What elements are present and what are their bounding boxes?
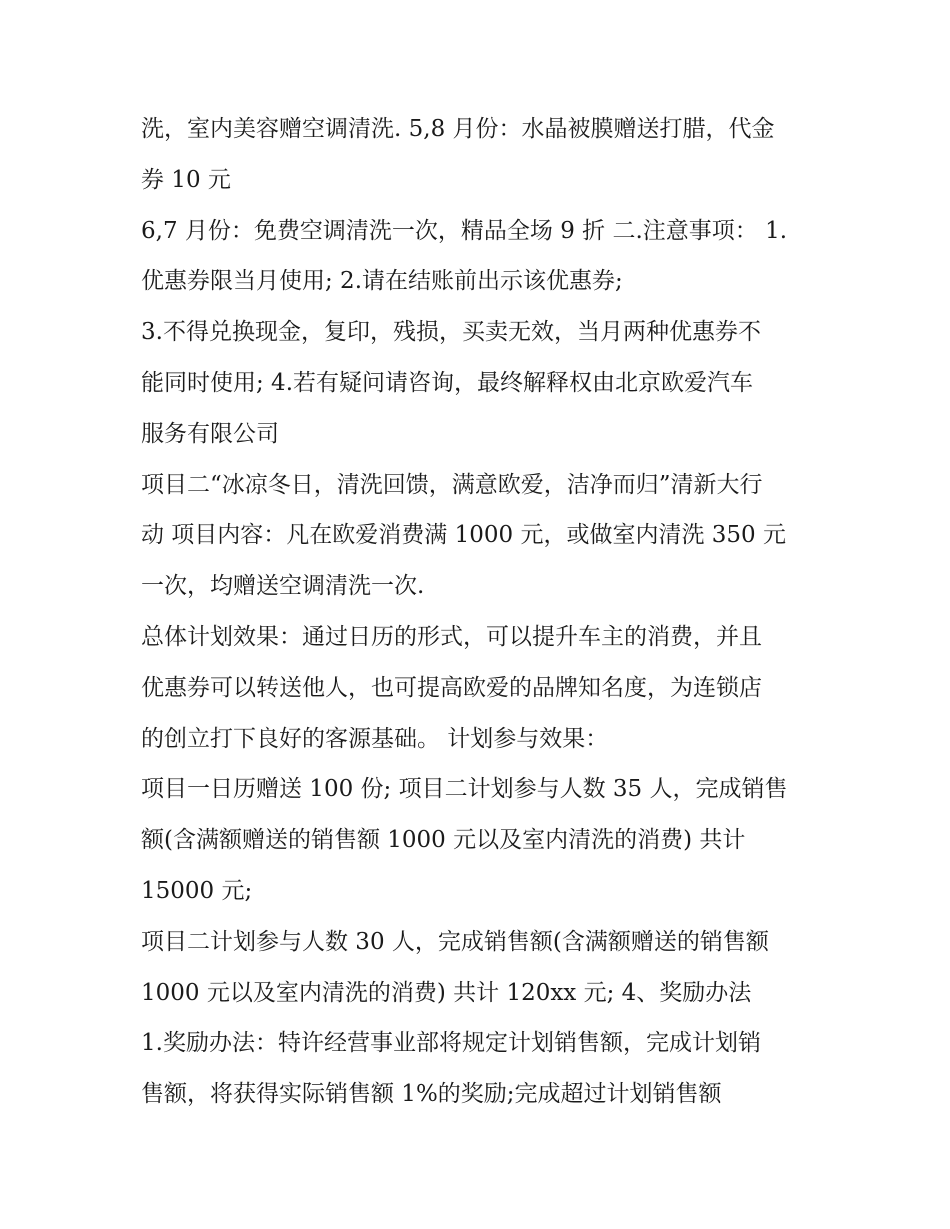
- text-line: 能同时使用; 4.若有疑问请咨询，最终解释权由北京欧爱汽车: [141, 369, 754, 396]
- text-line: 额(含满额赠送的销售额 1000 元以及室内清洗的消费) 共计: [141, 827, 746, 854]
- text-line: 券 10 元: [141, 166, 231, 193]
- body-text: [141, 104, 821, 1120]
- text-line: 6,7 月份：免费空调清洗一次，精品全场 9 折 二.注意事项： 1.: [141, 217, 788, 244]
- text-line: 动 项目内容：凡在欧爱消费满 1000 元，或做室内清洗 350 元: [141, 522, 786, 549]
- text-line: 15000 元;: [141, 877, 253, 904]
- text-line: 项目二“冰凉冬日，清洗回馈，满意欧爱，洁净而归”清新大行: [141, 471, 763, 498]
- text-line: 洗，室内美容赠空调清洗. 5,8 月份：水晶被膜赠送打腊，代金: [141, 116, 775, 142]
- text-line: 的创立打下良好的客源基础。 计划参与效果：: [141, 725, 609, 752]
- text-line: 优惠券可以转送他人，也可提高欧爱的品牌知名度，为连锁店: [141, 674, 762, 701]
- text-line: 1000 元以及室内清洗的消费) 共计 120xx 元; 4、奖励办法: [141, 979, 752, 1006]
- text-line: 3.不得兑换现金，复印，残损，买卖无效，当月两种优惠券不: [141, 319, 761, 346]
- text-line: 优惠券限当月使用; 2.请在结账前出示该优惠券;: [141, 268, 623, 295]
- text-line: 服务有限公司: [141, 420, 279, 447]
- text-line: 总体计划效果：通过日历的形式，可以提升车主的消费，并且: [141, 623, 762, 650]
- text-line: 售额，将获得实际销售额 1%的奖励;完成超过计划销售额: [141, 1081, 722, 1108]
- text-line: 项目二计划参与人数 30 人，完成销售额(含满额赠送的销售额: [141, 928, 769, 955]
- text-line: 项目一日历赠送 100 份; 项目二计划参与人数 35 人，完成销售: [141, 776, 788, 803]
- text-line: 1.奖励办法：特许经营事业部将规定计划销售额，完成计划销: [141, 1030, 761, 1057]
- text-line: 一次，均赠送空调清洗一次.: [141, 573, 425, 600]
